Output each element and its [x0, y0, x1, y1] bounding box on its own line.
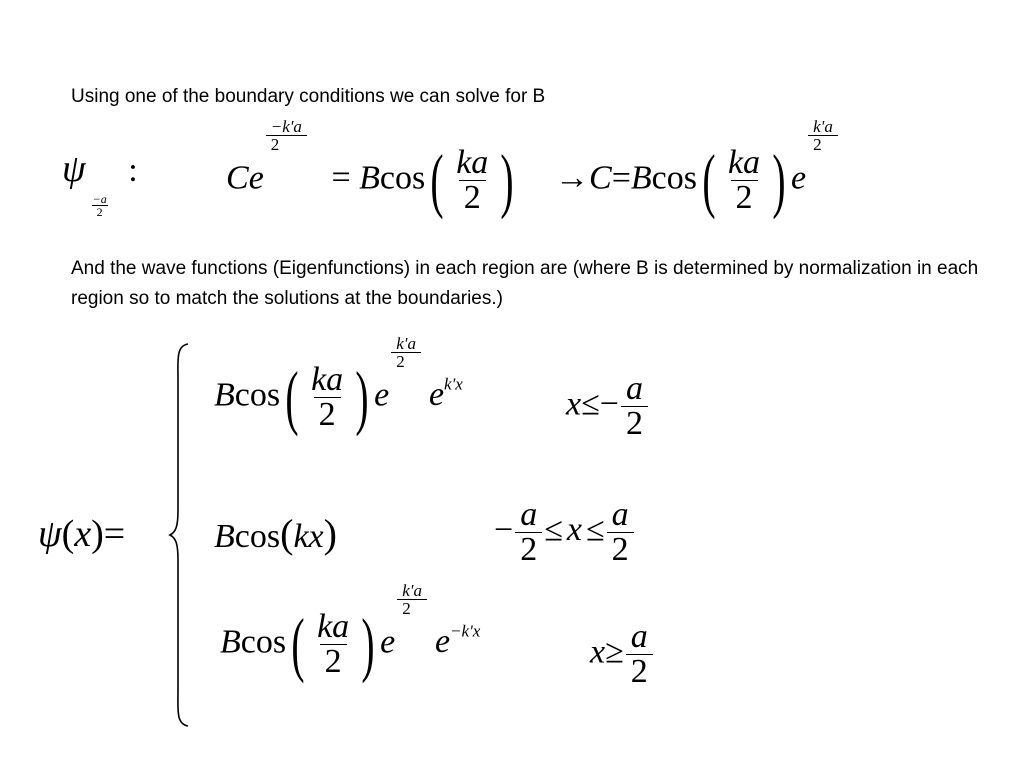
row1-ka: ka [311, 361, 344, 398]
arrow-symbol: → [555, 159, 589, 197]
row3-e1: e [380, 623, 396, 661]
equals-sign: = [331, 159, 351, 197]
lhs-equals: = [103, 513, 126, 555]
close-paren: ) [500, 140, 514, 221]
row2-B: B [214, 518, 235, 555]
exponent-1-denominator: 2 [266, 135, 307, 153]
lhs-x-symbol: x [74, 513, 92, 555]
row1-e2: e [428, 376, 445, 414]
row2-open-paren: ( [280, 511, 294, 556]
cos-function: cos [379, 159, 426, 197]
row-3-condition [590, 620, 655, 689]
row1-exponent-2: k'x [444, 374, 463, 394]
row1-two: 2 [314, 397, 341, 432]
row3-ka-over-2 [312, 610, 354, 679]
row3-two: 2 [320, 644, 347, 679]
row2-left-den: 2 [515, 532, 542, 567]
cos-function-2: cos [651, 159, 697, 197]
body-text: And the wave functions (Eigenfunctions) in each region are (where B is determined by normalization in each region so to match the solutions at the boundaries.) [71, 258, 979, 309]
piecewise-brace [168, 340, 194, 730]
psi-subscript-denominator: 2 [92, 205, 108, 218]
equals-sign-2: = [611, 159, 631, 197]
row1-open-paren: ( [285, 357, 299, 438]
row2-left-num: a [520, 496, 538, 533]
row1-e1: e [374, 376, 390, 414]
exponent-1 [266, 118, 307, 153]
lhs-open-paren: ( [61, 513, 75, 555]
ka-denominator-2: 2 [731, 180, 758, 215]
row3-e2: e [434, 623, 451, 661]
row-2-condition [494, 498, 636, 567]
B-symbol: B [359, 159, 380, 197]
row-3-expression [220, 581, 481, 685]
psi-subscript-numerator: −a [92, 192, 107, 206]
B-result-symbol: B [630, 159, 652, 197]
piecewise-lhs [38, 515, 125, 553]
row3-exponent-2: −k'x [450, 621, 481, 641]
row3-cos: cos [240, 623, 287, 661]
psi-subscript [88, 193, 112, 218]
e-result-symbol: e [791, 159, 807, 197]
colon: : [128, 152, 138, 189]
row3-open-paren: ( [291, 604, 305, 685]
row2-x: x [566, 511, 582, 549]
e-symbol: e [248, 159, 264, 197]
row-1-condition [566, 372, 650, 441]
psi-symbol: ψ [62, 148, 86, 190]
row3-B: B [220, 623, 241, 661]
open-paren-2: ( [702, 140, 716, 221]
row3-cond-num: a [630, 618, 648, 655]
row2-left-a-over-2 [515, 498, 542, 567]
ka-denominator: 2 [459, 180, 486, 215]
boundary-equation [62, 150, 138, 218]
boundary-result [555, 117, 840, 221]
row2-op2: ≤ [585, 511, 605, 549]
close-paren-2: ) [772, 140, 786, 221]
row2-right-a-over-2 [607, 498, 634, 567]
row3-exp1-den: 2 [397, 599, 427, 617]
row2-close-paren: ) [323, 511, 337, 556]
row3-ka: ka [317, 608, 350, 645]
row1-cos: cos [234, 376, 281, 414]
exponent-2-denominator: 2 [808, 135, 838, 153]
row-1-expression [214, 334, 463, 438]
exponent-1-numerator: −k'a [270, 117, 302, 136]
row1-ka-over-2 [306, 363, 348, 432]
row1-cond-op: ≤− [581, 385, 619, 423]
row2-cos: cos [234, 518, 281, 555]
row-2-expression [214, 511, 337, 556]
exponent-2 [808, 118, 838, 153]
row2-op1: ≤ [544, 511, 563, 549]
intro-text: Using one of the boundary conditions we can solve for B [71, 86, 546, 107]
open-paren: ( [430, 140, 444, 221]
row2-right-num: a [611, 496, 629, 533]
psi-x-symbol: ψ [38, 513, 62, 555]
row3-cond-a-over-2 [626, 620, 653, 689]
row3-close-paren: ) [361, 604, 375, 685]
row1-cond-x: x [566, 385, 582, 423]
C-symbol: C [226, 159, 249, 197]
row1-exp1-den: 2 [391, 352, 421, 370]
ka-numerator: ka [456, 144, 489, 181]
row1-cond-a-over-2 [621, 372, 648, 441]
row2-minus: − [494, 511, 514, 549]
row1-cond-num: a [625, 370, 643, 407]
row3-cond-op: ≥ [605, 633, 624, 671]
ka-over-2-result [723, 146, 765, 215]
exponent-2-numerator: k'a [813, 117, 833, 136]
boundary-lhs [226, 117, 519, 221]
row1-cond-den: 2 [621, 406, 648, 441]
lhs-close-paren: ) [91, 513, 104, 555]
row2-right-den: 2 [607, 532, 634, 567]
row1-close-paren: ) [355, 357, 369, 438]
row3-exp1-num: k'a [402, 581, 422, 600]
row3-cond-den: 2 [626, 654, 653, 689]
C-result-symbol: C [589, 159, 612, 197]
row3-cond-x: x [590, 633, 606, 671]
ka-numerator-2: ka [727, 144, 761, 181]
row1-B: B [214, 376, 235, 414]
row1-exp1-num: k'a [396, 334, 416, 353]
row3-exponent-1 [397, 582, 427, 617]
ka-over-2 [451, 146, 493, 215]
row1-exponent-1 [391, 335, 421, 370]
row2-kx: kx [293, 518, 324, 555]
